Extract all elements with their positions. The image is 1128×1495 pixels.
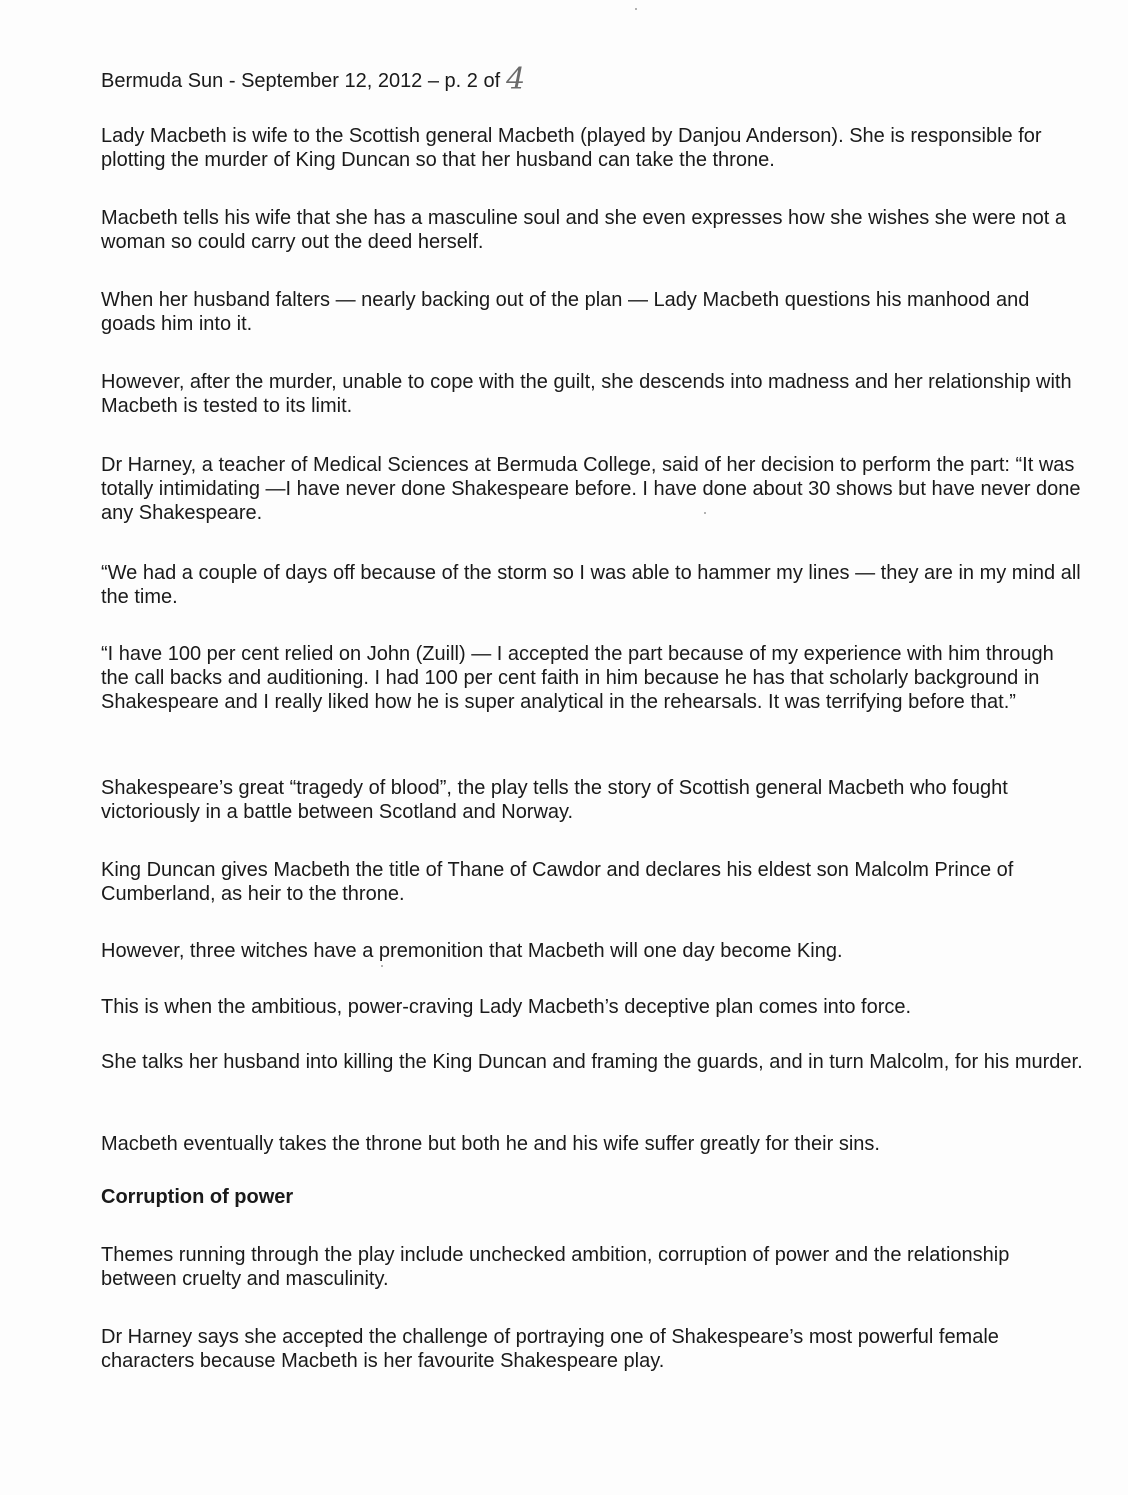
paragraph-3: When her husband falters — nearly backing out of the plan — Lady Macbeth questions his manhood and goads him into it. <box>101 289 1030 335</box>
paragraph-9: King Duncan gives Macbeth the title of Thane of Cawdor and declares his eldest son Malcolm Prince of Cumberland, as heir to the throne. <box>101 859 1014 905</box>
paragraph-8: Shakespeare’s great “tragedy of blood”, the play tells the story of Scottish general Macbeth who fought victoriously in a battle between Scotland and Norway. <box>101 777 1008 823</box>
paragraph-5: Dr Harney, a teacher of Medical Sciences at Bermuda College, said of her decision to perform the part: “It was totally intimidating —I have never done Shakespeare before. I have done about 30 shows but have never done any Shakespeare. <box>101 454 1081 524</box>
paragraph-11: This is when the ambitious, power-craving Lady Macbeth’s deceptive plan comes into force. <box>101 996 912 1018</box>
paragraph-4: However, after the murder, unable to cope with the guilt, she descends into madness and her relationship with Macbeth is tested to its limit. <box>101 371 1072 417</box>
header-text: Bermuda Sun - September 12, 2012 – p. 2 of <box>101 70 501 92</box>
paragraph-15: Dr Harney says she accepted the challenge of portraying one of Shakespeare’s most powerful female characters because Macbeth is her favourite Shakespeare play. <box>101 1326 999 1372</box>
paragraph-1: Lady Macbeth is wife to the Scottish general Macbeth (played by Danjou Anderson). She is responsible for plotting the murder of King Duncan so that her husband can take the throne. <box>101 125 1042 171</box>
paragraph-2: Macbeth tells his wife that she has a masculine soul and she even expresses how she wishes she were not a woman so could carry out the deed herself. <box>101 207 1066 253</box>
paragraph-10: However, three witches have a premonition that Macbeth will one day become King. <box>101 940 843 962</box>
section-heading: Corruption of power <box>101 1186 294 1208</box>
page-header <box>101 62 526 97</box>
paragraph-12: She talks her husband into killing the King Duncan and framing the guards, and in turn Malcolm, for his murder. <box>101 1051 1083 1073</box>
paragraph-7: “I have 100 per cent relied on John (Zuill) — I accepted the part because of my experience with him through the call backs and auditioning. I had 100 per cent faith in him because he has that scholarly background in Shakespeare and I really liked how he is super analytical in the rehearsals. It was terrifying before that.” <box>101 643 1054 713</box>
paragraph-6: “We had a couple of days off because of the storm so I was able to hammer my lines — they are in my mind all the time. <box>101 562 1081 608</box>
paragraph-14: Themes running through the play include unchecked ambition, corruption of power and the relationship between cruelty and masculinity. <box>101 1244 1010 1290</box>
handwritten-page-total: 4 <box>506 62 526 97</box>
paragraph-13: Macbeth eventually takes the throne but both he and his wife suffer greatly for their sins. <box>101 1133 880 1155</box>
